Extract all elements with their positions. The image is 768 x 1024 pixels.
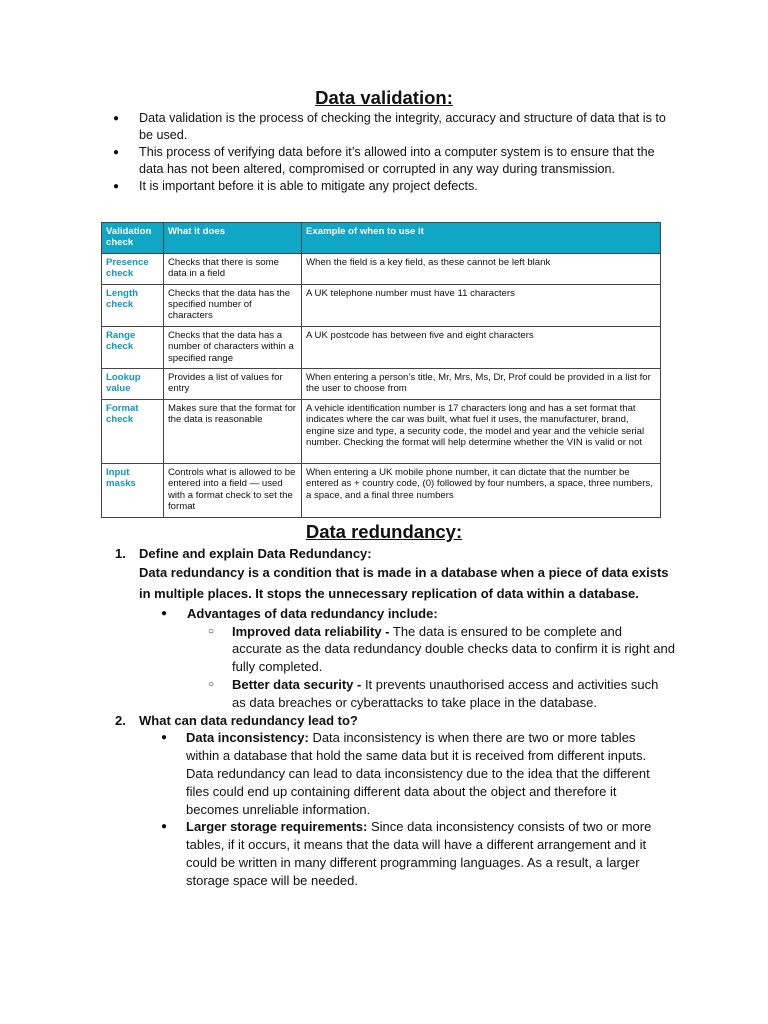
circle-bullet-icon: ○ — [208, 625, 215, 637]
list-item — [139, 729, 675, 818]
item-label: Better data security - — [232, 676, 362, 692]
check-description: Checks that the data has the specified number of characters — [164, 284, 302, 326]
check-name: Input masks — [102, 463, 164, 517]
bullet-icon: ● — [161, 607, 168, 619]
check-description: Checks that there is some data in a field — [164, 253, 302, 284]
item-label: Larger storage requirements: — [186, 819, 368, 835]
check-description: Provides a list of values for entry — [164, 369, 302, 400]
bullet-icon: ● — [113, 113, 120, 124]
item-label: Data inconsistency: — [186, 730, 309, 746]
bullet-icon: ● — [161, 821, 168, 833]
check-example: A UK telephone number must have 11 characters — [302, 284, 661, 326]
list-item: ● It is important before it is able to mitigate any project defects. — [113, 179, 478, 193]
table-row — [102, 369, 661, 400]
check-example: When entering a UK mobile phone number, it can dictate that the number be entered as + country code, (0) followed by four numbers, a space, three numbers, a space, and a final three numbers — [302, 463, 661, 517]
header-validation-check: Validation check — [102, 223, 164, 254]
question-heading: What can data redundancy lead to? — [139, 712, 358, 728]
table-row — [102, 284, 661, 326]
check-example: A vehicle identification number is 17 characters long and has a set format that indicates where the car was built, what fuel it uses, the manufacturer, brand, engine size and type, a security code, the model and year and the vehicle serial number. Checking the format will help determine whether the VIN is valid or not — [302, 399, 661, 463]
check-example: When the field is a key field, as these cannot be left blank — [302, 253, 661, 284]
check-example: When entering a person’s title, Mr, Mrs, Ms, Dr, Prof could be provided in a list for the user to choose from — [302, 369, 661, 400]
validation-bullet-list — [113, 110, 673, 195]
list-item — [139, 676, 675, 712]
item-text: Since data inconsistency consists of two or more tables, if it occurs, it means that the data will have a different arrangement and it could be written in many different programming languages. As a result, a larger storage space will be needed. — [186, 819, 652, 888]
check-name: Presence check — [102, 253, 164, 284]
table-row — [102, 253, 661, 284]
item-number: 1. — [115, 546, 126, 561]
question-heading: Define and explain Data Redundancy: — [139, 546, 372, 561]
check-name: Range check — [102, 326, 164, 368]
list-item: ● Data validation is the process of checking the integrity, accuracy and structure of data that is to be used. — [113, 111, 666, 142]
redundancy-list — [115, 545, 675, 890]
list-item — [115, 712, 675, 890]
advantages-heading: Advantages of data redundancy include: — [187, 605, 438, 621]
item-text: It prevents unauthorised access and activities such as data breaches or cyberattacks to take place in the database. — [232, 676, 659, 710]
circle-bullet-icon: ○ — [208, 678, 215, 690]
data-redundancy-title: Data redundancy: — [305, 521, 463, 542]
validation-table — [101, 222, 661, 518]
bullet-icon: ● — [113, 181, 120, 192]
check-name: Lookup value — [102, 369, 164, 400]
list-item — [115, 545, 675, 712]
table-row — [102, 399, 661, 463]
header-what-it-does: What it does — [164, 223, 302, 254]
item-label: Improved data reliability - — [232, 623, 390, 639]
check-description: Checks that the data has a number of characters within a specified range — [164, 326, 302, 368]
bullet-icon: ● — [161, 732, 168, 744]
bullet-icon: ● — [113, 147, 120, 158]
table-row — [102, 326, 661, 368]
data-validation-title: Data validation: — [315, 87, 453, 108]
item-text: The data is ensured to be complete and accurate as the data redundancy double checks data to confirm it is right and fully completed. — [232, 623, 675, 675]
item-number: 2. — [115, 712, 126, 728]
check-example: A UK postcode has between five and eight characters — [302, 326, 661, 368]
list-item — [139, 605, 675, 623]
header-example: Example of when to use it — [302, 223, 661, 254]
list-item — [139, 623, 675, 676]
list-item: ● This process of verifying data before it’s allowed into a computer system is to ensure that the data has not been altered, compromised or corrupted in any way during transmission. — [113, 145, 655, 176]
check-name: Format check — [102, 399, 164, 463]
definition-text: Data redundancy is a condition that is made in a database when a piece of data exists in multiple places. It stops the unnecessary replication of data within a database. — [139, 564, 669, 602]
table-row — [102, 463, 661, 517]
check-description: Makes sure that the format for the data is reasonable — [164, 399, 302, 463]
table-header-row — [102, 223, 661, 254]
list-item — [139, 818, 675, 889]
check-description: Controls what is allowed to be entered into a field — used with a format check to set the format — [164, 463, 302, 517]
item-text: Data inconsistency is when there are two or more tables within a database that hold the same data but it is received from different inputs. Data redundancy can lead to data inconsistency due to the idea that the different files could end up containing different data about the object and therefore it becomes unreliable information. — [186, 730, 650, 817]
check-name: Length check — [102, 284, 164, 326]
